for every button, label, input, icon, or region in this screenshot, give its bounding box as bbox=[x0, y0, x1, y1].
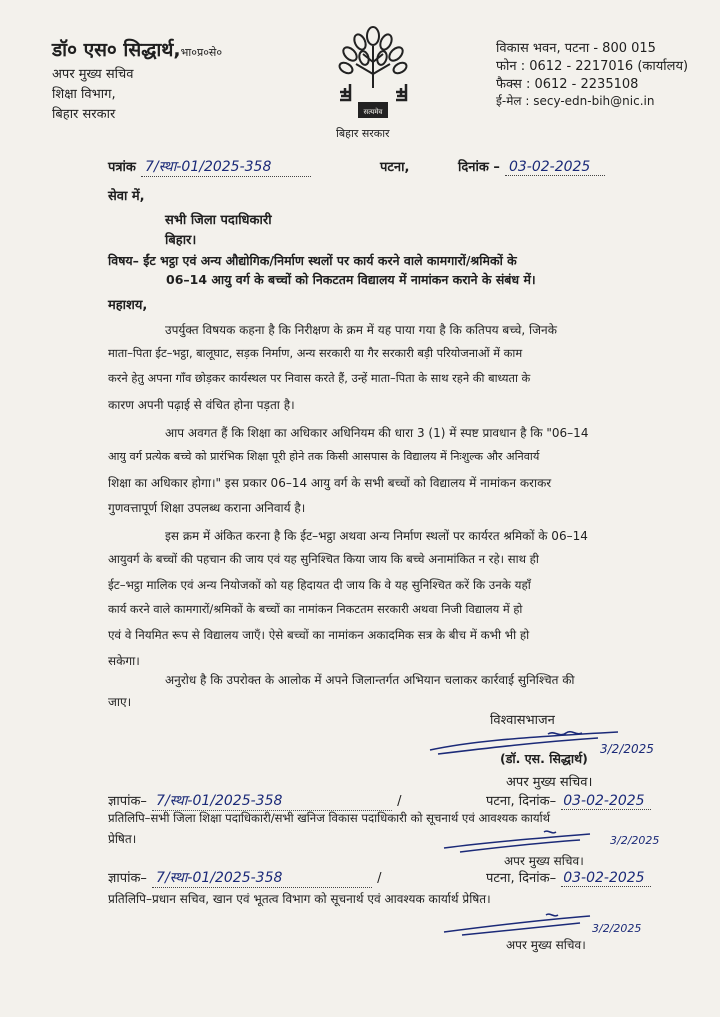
copy1-gyapank-label: ज्ञापांक– bbox=[108, 794, 147, 809]
patrank-value: 7/स्था-01/2025-358 bbox=[141, 157, 311, 177]
sender-government: बिहार सरकार bbox=[52, 107, 116, 122]
office-email: ई-मेल : secy-edn-bih@nic.in bbox=[496, 94, 655, 108]
office-address: विकास भवन, पटना - 800 015 bbox=[496, 41, 656, 56]
para3-line5: एवं वे नियमित रूप से विद्यालय जाएँ। ऐसे बच्चों का नामांकन अकादमिक सत्र के बीच में कभी भी हो bbox=[108, 628, 530, 642]
addressee-line1: सभी जिला पदाधिकारी bbox=[165, 213, 272, 228]
closing-yours: विश्वासभाजन bbox=[490, 713, 555, 728]
para3-line6: सकेगा। bbox=[108, 654, 140, 668]
copy1-gyapank: ज्ञापांक– 7/स्था-01/2025-358 / bbox=[108, 793, 402, 809]
para1-line4: कारण अपनी पढ़ाई से वंचित होना पड़ता है। bbox=[108, 398, 295, 412]
para3-line2: आयुवर्ग के बच्चों की पहचान की जाय एवं यह सुनिश्चित किया जाय कि बच्चे अनामांकित न रहे। साथ ही bbox=[108, 552, 539, 566]
office-phone: फोन : 0612 - 2217016 (कार्यालय) bbox=[496, 59, 689, 74]
para3-line1: इस क्रम में अंकित करना है कि ईट–भट्ठा अथवा अन्य निर्माण स्थलों पर कार्यरत श्रमिकों के 06–14 bbox=[165, 529, 588, 543]
sender-designation: अपर मुख्य सचिव bbox=[52, 67, 134, 82]
copy2-text-line1: प्रतिलिपि–प्रधान सचिव, खान एवं भूतत्व विभाग को सूचनार्थ एवं आवश्यक कार्यार्थ प्रेषित। bbox=[108, 892, 491, 906]
emblem-motto: सत्यमेव bbox=[363, 108, 383, 116]
para4-line2: जाए। bbox=[108, 695, 132, 709]
copy2-date-value: 03-02-2025 bbox=[561, 870, 651, 887]
copy2-designation: अपर मुख्य सचिव। bbox=[506, 938, 586, 952]
addressee-to: सेवा में, bbox=[108, 189, 145, 204]
copy1-designation: अपर मुख्य सचिव। bbox=[504, 854, 584, 868]
copy2-sign-date: 3/2/2025 bbox=[592, 922, 642, 935]
copy2-gyapank: ज्ञापांक– 7/स्था-01/2025-358 / bbox=[108, 870, 382, 886]
sender-name bbox=[52, 36, 222, 62]
copy1-gyapank-value: 7/स्था-01/2025-358 bbox=[152, 791, 392, 811]
addressee-line2: बिहार। bbox=[165, 233, 197, 248]
copy2-gyapank-value: 7/स्था-01/2025-358 bbox=[152, 868, 372, 888]
greeting: महाशय, bbox=[108, 298, 148, 313]
copy2-date bbox=[486, 867, 651, 887]
para2-line1: आप अवगत हैं कि शिक्षा का अधिकार अधिनियम की धारा 3 (1) में स्पष्ट प्रावधान है कि "06–14 bbox=[165, 426, 589, 440]
signatory-name: (डॉ. एस. सिद्धार्थ) bbox=[500, 751, 588, 766]
signatory-designation: अपर मुख्य सचिव। bbox=[506, 775, 593, 790]
para1-line2: माता–पिता ईट–भट्ठा, बालूघाट, सड़क निर्माण, अन्य सरकारी या गैर सरकारी बड़ी परियोजनाओं में काम bbox=[108, 346, 523, 360]
signature-date: 3/2/2025 bbox=[600, 742, 654, 756]
reference-place: पटना, bbox=[380, 160, 410, 175]
para3-line3: ईट–भट्ठा मालिक एवं अन्य नियोजकों को यह हिदायत दी जाय कि वे यह सुनिश्चित करें कि उनके यहाँ bbox=[108, 578, 531, 592]
para2-line4: गुणवत्तापूर्ण शिक्षा उपलब्ध कराना अनिवार्य है। bbox=[108, 501, 306, 515]
copy1-text-line2: प्रेषित। bbox=[108, 832, 137, 846]
para1-line1: उपर्युक्त विषयक कहना है कि निरीक्षण के क्रम में यह पाया गया है कि कतिपय बच्चे, जिनके bbox=[165, 323, 557, 337]
sender-department: शिक्षा विभाग, bbox=[52, 87, 116, 102]
bihar-emblem-icon bbox=[330, 22, 416, 130]
para3-line4: कार्य करने वाले कामगारों/श्रमिकों के बच्चों का नामांकन निकटतम सरकारी अथवा निजी विद्यालय में हो bbox=[108, 602, 523, 616]
sender-degree: भा०प्र०से० bbox=[180, 46, 223, 59]
copy1-date bbox=[486, 790, 651, 810]
date-value: 03-02-2025 bbox=[505, 159, 605, 176]
subject-line2: 06–14 आयु वर्ग के बच्चों को निकटतम विद्यालय में नामांकन कराने के संबंध में। bbox=[166, 272, 536, 287]
para4-line1: अनुरोध है कि उपरोक्त के आलोक में अपने जिलान्तर्गत अभियान चलाकर कार्रवाई सुनिश्चित की bbox=[165, 673, 575, 687]
copy1-date-label: पटना, दिनांक– bbox=[486, 794, 557, 809]
para1-line3: करने हेतु अपना गाँव छोड़कर कार्यस्थल पर निवास करते हैं, उन्हें माता–पिता के साथ रहने की बाध्यता के bbox=[108, 371, 531, 385]
para2-line3: शिक्षा का अधिकार होगा।" इस प्रकार 06–14 आयु वर्ग के सभी बच्चों को विद्यालय में नामांकन कराकर bbox=[108, 476, 552, 490]
subject-line1: विषय– ईंट भट्ठा एवं अन्य औद्योगिक/निर्माण स्थलों पर कार्य करने वाले कामगारों/श्रमिकों के bbox=[108, 253, 517, 268]
copy2-date-label: पटना, दिनांक– bbox=[486, 871, 557, 886]
sender-name-text: डॉ० एस० सिद्धार्थ, bbox=[52, 39, 181, 61]
office-fax: फैक्स : 0612 - 2235108 bbox=[496, 77, 639, 92]
reference-number bbox=[108, 156, 311, 177]
copy1-date-value: 03-02-2025 bbox=[561, 793, 651, 810]
reference-date bbox=[458, 156, 605, 176]
copy1-sign-date: 3/2/2025 bbox=[610, 834, 660, 847]
para2-line2: आयु वर्ग प्रत्येक बच्चे को प्रारंभिक शिक्षा पूरी होने तक किसी आसपास के विद्यालय में निःशुल्क और अनिवार्य bbox=[108, 450, 540, 463]
date-label: दिनांक – bbox=[458, 160, 500, 175]
patrank-label: पत्रांक bbox=[108, 160, 136, 175]
emblem-caption: बिहार सरकार bbox=[336, 127, 390, 140]
copy1-text-line1: प्रतिलिपि–सभी जिला शिक्षा पदाधिकारी/सभी खनिज विकास पदाधिकारी को सूचनार्थ एवं आवश्यक कार्यार्थ bbox=[108, 811, 551, 825]
copy2-gyapank-label: ज्ञापांक– bbox=[108, 871, 147, 886]
